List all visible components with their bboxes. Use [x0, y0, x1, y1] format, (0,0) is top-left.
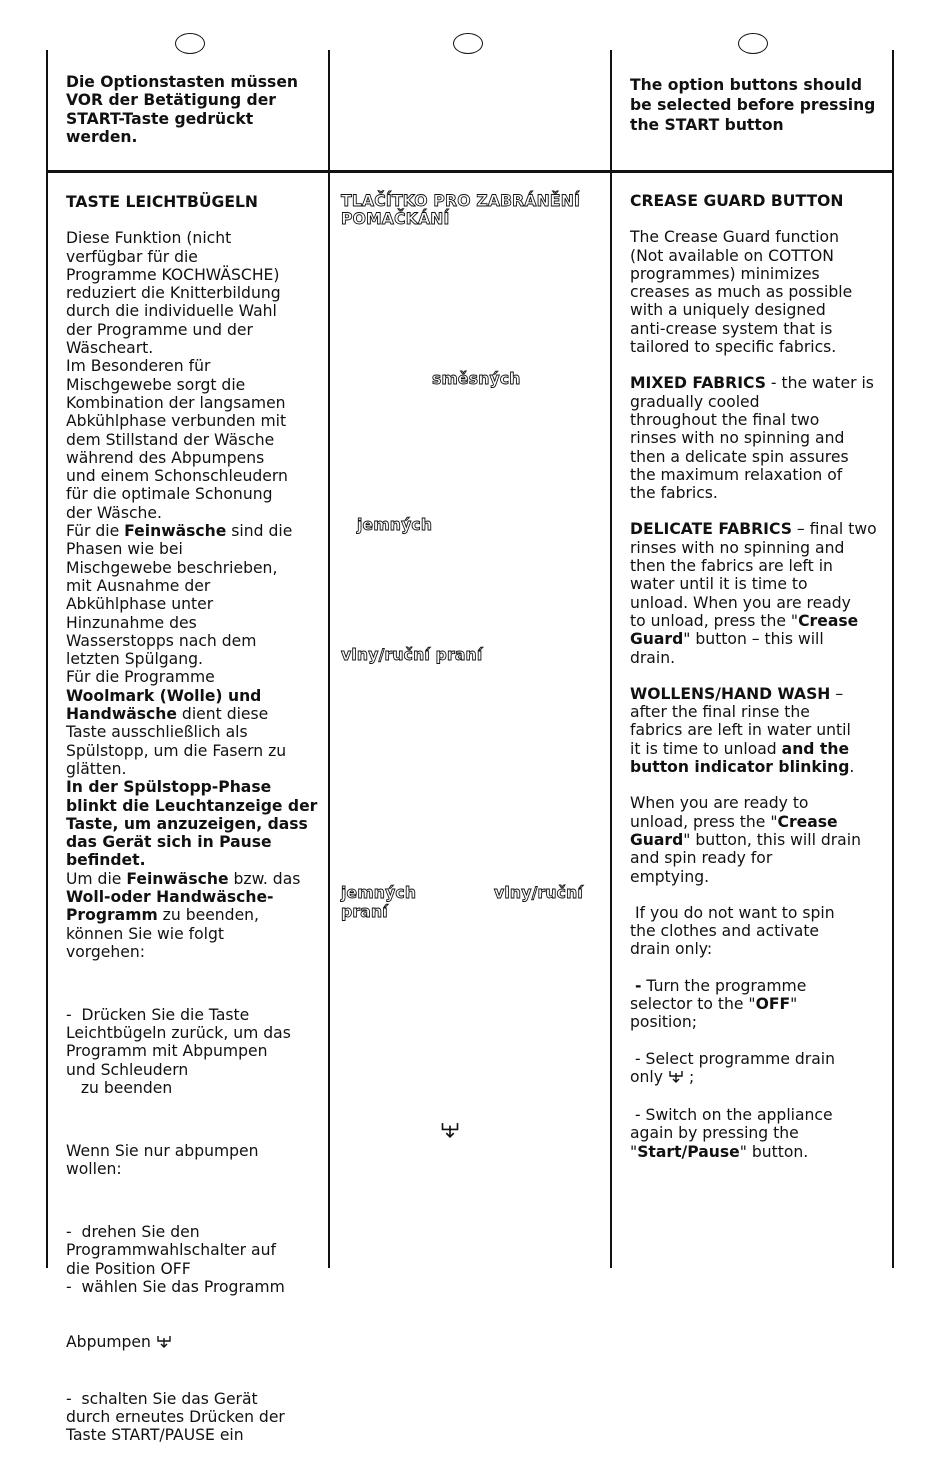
- language-badge-en: [738, 33, 768, 54]
- cz-word-wash: praní: [341, 903, 388, 921]
- language-badge-cz: [453, 33, 483, 54]
- de-list-drain: - drehen Sie den Programmwahlschalter auf die Position OFF - wählen Sie das Programm Abpumpen - schalten Sie das Gerät durch erneutes Drücken der Taste START/PAUSE ein: [66, 1223, 285, 1445]
- divider-left: [46, 50, 48, 1268]
- header-separator: [46, 170, 894, 173]
- header-note-de: Die Optionstasten müssen VOR der Betätigung der START-Taste gedrückt werden.: [66, 73, 299, 146]
- de-title: TASTE LEICHTBÜGELN: [66, 193, 258, 211]
- en-title: CREASE GUARD BUTTON: [630, 192, 844, 210]
- drain-icon-en: [668, 1069, 684, 1088]
- cz-title: TLAČÍTKO PRO ZABRÁNĚNÍ POMAČKÁNÍ: [341, 192, 581, 229]
- cz-word-wool: vlny/ruční praní: [341, 646, 483, 664]
- cz-word-delicate: jemných: [357, 516, 433, 534]
- cz-word-mixed: směsných: [432, 370, 521, 388]
- divider-mid-right: [610, 50, 612, 1268]
- english-column: CREASE GUARD BUTTON The Crease Guard function (Not available on COTTON programmes) minimizes creases as much as possible with a uniquely designed anti-crease system that is tailored to specific fabrics. MIXED FABRICS - the water is gradually cooled throughout the final two rinses with no spinning and then a delicate spin assures the maximum relaxation of the fabrics. DELICATE FABRICS – final two rinses with no spinning and then the fabrics are left in water until it is time to unload. When you are ready to unload, press the "Crease Guard" button – this will drain. WOLLENS/HAND WASH – after the final rinse the fabrics are left in water until it is time to unload and the button indicator blinking. When you are ready to unload, press the "Crease Guard" button, this will drain and spin ready for emptying. If you do not want to spin the clothes and activate drain only: - Turn the programme selector to the "OFF" position; - Select programme drain only ; - Switch on the appliance again by pressing the "Start/Pause" button.: [630, 192, 892, 1161]
- divider-mid-left: [328, 50, 330, 1268]
- divider-right: [892, 50, 894, 1268]
- header-note-en: The option buttons should be selected before pressing the START button: [630, 76, 876, 134]
- drain-icon: [156, 1334, 172, 1353]
- de-paragraph-intro: Diese Funktion (nicht verfügbar für die Programme KOCHWÄSCHE) reduziert die Knitterbildung durch die individuelle Wahl der Programme und der Wäscheart. Im Besonderen für Mischgewebe sorgt die Kombination der langsamen Abkühlphase verbunden mit dem Stillstand der Wäsche während des Abpumpens und einem Schonschleudern für die optimale Schonung der Wäsche. Für die Feinwäsche sind die Phasen wie bei Mischgewebe beschrieben, mit Ausnahme der Abkühlphase unter Hinzunahme des Wasserstopps nach dem letzten Spülgang. Für die Programme Woolmark (Wolle) und Handwäsche dient diese Taste ausschließlich als Spülstopp, um die Fasern zu glätten. In der Spülstopp-Phase blinkt die Leuchtanzeige der Taste, um anzuzeigen, dass das Gerät sich in Pause befindet. Um die Feinwäsche bzw. das Woll-oder Handwäsche- Programm zu beenden, können Sie wie folgt vorgehen:: [66, 229, 318, 961]
- cz-word-delicate-2: jemných: [341, 884, 417, 902]
- language-badge-de: [175, 33, 205, 54]
- german-column: TASTE LEICHTBÜGELN Diese Funktion (nicht verfügbar für die Programme KOCHWÄSCHE) reduziert die Knitterbildung durch die individuelle Wahl der Programme und der Wäscheart. Im Besonderen für Mischgewebe sorgt die Kombination der langsamen Abkühlphase verbunden mit dem Stillstand der Wäsche während des Abpumpens und einem Schonschleudern für die optimale Schonung der Wäsche. Für die Feinwäsche sind die Phasen wie bei Mischgewebe beschrieben, mit Ausnahme der Abkühlphase unter Hinzunahme des Wasserstopps nach dem letzten Spülgang. Für die Programme Woolmark (Wolle) und Handwäsche dient diese Taste ausschließlich als Spülstopp, um die Fasern zu glätten. In der Spülstopp-Phase blinkt die Leuchtanzeige der Taste, um anzuzeigen, dass das Gerät sich in Pause befindet. Um die Feinwäsche bzw. das Woll-oder Handwäsche- Programm zu beenden, können Sie wie folgt vorgehen: - Drücken Sie die Taste Leichtbügeln zurück, um das Programm mit Abpumpen und Schleudern zu beenden Wenn Sie nur abpumpen wollen: - drehen Sie den Programmwahlschalter auf die Position OFF - wählen Sie das Programm Abpumpen - schalten Sie das Gerät durch erneutes Drücken der Taste START/PAUSE ein: [66, 193, 328, 1481]
- cz-drain-icon: [440, 1120, 460, 1144]
- cz-word-wool-2: vlny/ruční: [494, 884, 583, 902]
- de-list-reset: - Drücken Sie die Taste Leichtbügeln zurück, um das Programm mit Abpumpen und Schleudern zu beenden: [66, 1005, 291, 1097]
